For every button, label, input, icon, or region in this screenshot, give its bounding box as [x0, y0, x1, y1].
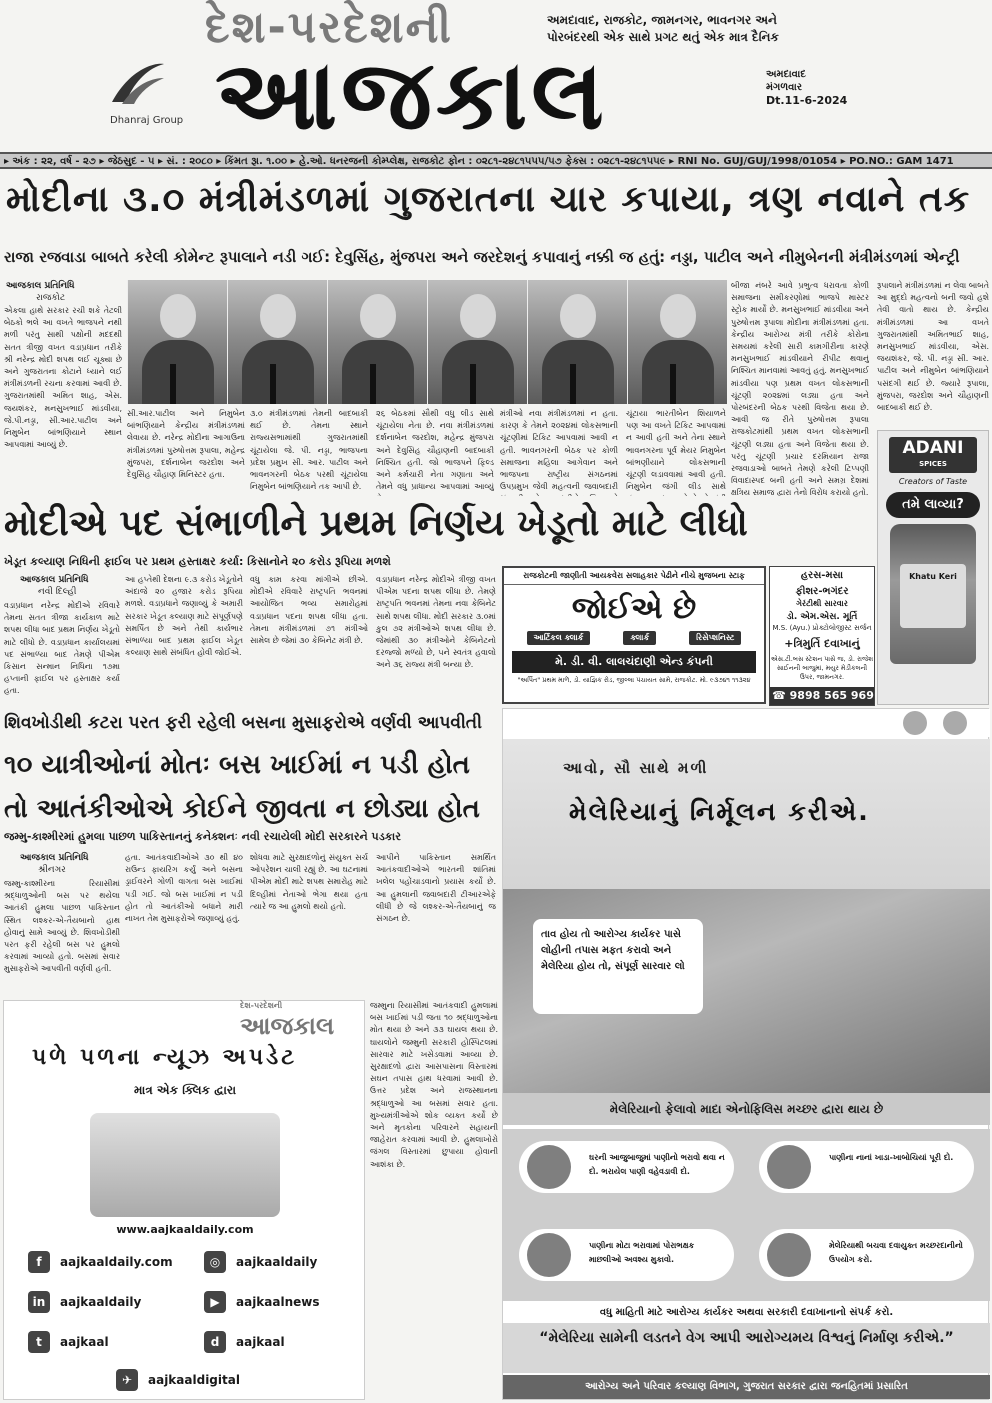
tip-text: પાણીના મોટા ભરાવામાં પોરાભક્ષક માછલીઓ અવશ્ય મુકાવો. [589, 1241, 695, 1264]
job-ad-roles [510, 631, 758, 645]
linkedin-icon: in [28, 1291, 50, 1313]
instagram-handle: aajkaaldaily [236, 1255, 318, 1269]
brand-title: આજકાલ [215, 39, 608, 151]
job-ad-title: જોઈએ છે [571, 591, 697, 626]
job-role: ક્લાર્ક [623, 631, 656, 645]
clinic-name: +ત્રિમુર્તિ દવાખાનું [784, 637, 860, 650]
emblem-strip [503, 709, 990, 737]
jar-label: Khatu Keri [900, 564, 966, 628]
malaria-quote: “મેલેરિયા સામેની લડતને વેગ આપી આરોગ્યમય વિશ્વનું નિર્માણ કરીએ.” [503, 1323, 990, 1373]
telegram-handle: aajkaaldigital [148, 1373, 240, 1387]
malaria-spread-strip: મેલેરિયાનો ફેલાવો માદા એનોફિલિસ મચ્છર દ્વારા થાય છે [503, 1093, 990, 1125]
second-headline: મોદીએ પદ સંભાળીને પ્રથમ નિર્ણય ખેડૂતો માટે લીધો [4, 503, 748, 544]
social-brand-small: દેશ-પરદેશની [240, 1001, 283, 1010]
job-ad-top: રાજકોટની જાણીતી આયકવેરા સલાહકાર પેઢીને નીચે મુજબના સ્ટાફ [504, 568, 764, 585]
byline-place: શ્રીનગર [38, 865, 66, 875]
doctor-name: ડો. એમ.એસ. મૂર્તિ [786, 612, 858, 622]
lead-column-1: એકલા હાથે સરકાર રચી શકે તેટલી બેઠકો ભલે આ વખતે ભાજપને નથી મળી પરંતુ સાથી પક્ષોની મદદથી સતત ત્રીજી વખત વડાપ્રધાન તરીકે શ્રી નરેન્દ્ર મોદી શપથ લઈ ચૂક્યા છે અને ગુજરાતના કોટાને ધ્યાને લઈ મંત્રીમંડળની રચના કરવામાં આવી છે. ગુજરાતમાંથી અમિત શાહ, એસ. જયશંકર, મનસુખભાઈ માંડવીયા, જે.પી.નડ્ડા, સી.આર.પાટીલ અને નિમુબેન બાંભણિયાને સ્થાન આપવામાં આવ્યું છે. [4, 306, 122, 450]
tip-text: મેલેરિયાથી બચવા દવાયુક્ત મચ્છરદાનીનો ઉપયોગ કરો. [829, 1241, 963, 1264]
job-ad-address: "અર્પિત" પ્રથમ માળે, ડો. યાજ્ઞિક રોડ, જીલ્લા પંચાયત સામે, રાજકોટ. મો. ૯૩૭૪૧ ૧૧૩૨૪ [517, 676, 751, 684]
instagram-icon: ◎ [204, 1251, 226, 1273]
adani-brand: ADANI [902, 438, 964, 458]
lead-byline [6, 280, 122, 304]
second-column-1: વડાપ્રધાન નરેન્દ્ર મોદીએ રવિવારે તેમના સતત ત્રીજા કાર્યકાળ માટે શપથ લીધા બાદ પ્રથમ નિર્ણય ખેડૂતો માટે લીધો છે. વડાપ્રધાન કાર્યાલયમાં પદ સંભાળ્યા બાદ તેમણે પીએમ કિસાન સન્માન નિધિના ૧૭મા હપ્તાની ફાઈલ પર હસ્તાક્ષર કર્યા હતા. [4, 601, 120, 696]
pickle-jar-icon [890, 524, 976, 664]
second-column-3: વધુ કામ કરવા માંગીએ છીએ. મોદીએ રવિવારે રાષ્ટ્રપતિ ભવનમાં આયોજિત ભવ્ય સમારોહમાં વડાપ્રધાન પદના શપથ લીધા હતા. તેમના મંત્રીમંડળમાં ૭૧ મંત્રીઓ સામેલ છે જેમાં ૩૦ કેબિનેટ મંત્રી છે. [250, 575, 368, 646]
doctor-degree: M.S. (Ayu.) પ્રોક્ટોલોજીસ્ટ સર્જન [772, 624, 872, 632]
minister-photo [127, 280, 227, 404]
tip-text: પાણીના નાનાં ખાડા-ખાબોચિયાં પૂરી દો. [829, 1153, 954, 1162]
malaria-footer: આરોગ્ય અને પરિવાર કલ્યાણ વિભાગ, ગુજરાત સરકાર દ્વારા જનહિતમાં પ્રસારિત [503, 1375, 990, 1399]
malaria-tip [759, 1141, 974, 1193]
masthead [0, 0, 992, 152]
clinic-line-1: હરસ-મસા [800, 570, 844, 581]
lead-column-2: સી.આર.પાટીલ અને નિમુબેન બાંભણિયાને કેન્દ્રીય મંત્રીમંડળમાં લેવાયા છે. નરેન્દ્ર મોદીના આગાઉના મંત્રીમંડળમાં પુરુષોત્તમ રૂપાલા, મહેન્દ્ર મુંજપરા, દર્શનાબેન જરદોશ અને દેવુસિંહ ચૌહાણ મિનિસ્ટર હતા. [127, 409, 245, 480]
linkedin-link[interactable] [26, 1287, 186, 1317]
lead-headline: મોદીના ૩.૦ મંત્રીમંડળમાં ગુજરાતના ચાર કપાયા, ત્રણ નવાને તક [6, 179, 971, 220]
minister-photo-strip [127, 280, 727, 404]
minister-photo [627, 280, 727, 404]
malaria-pre-title: આવો, સૌ સાથે મળી [563, 759, 709, 777]
social-brand-main: આજકાલ [240, 1012, 335, 1040]
megaphone-illustration-icon [90, 1113, 280, 1217]
job-role: રિસેપ્શનિસ્ટ [689, 631, 741, 645]
lead-column-6: ચૂંટાયા ભારતીબેન શિયાળને પણ આ વખતે ટિકિટ આપવામાં ન આવી હતી અને તેના સ્થાને ભાવનગરના પૂર્વ મેયર નિમુબેન બાંભણીયાને લોકસભાની ચૂંટણી લડાવવામાં આવી હતી. નિમુબેન જંગી લીડ સાથે [626, 409, 726, 492]
facebook-icon: f [28, 1251, 50, 1273]
fish-icon [527, 1233, 571, 1277]
malaria-advice-box: તાવ હોય તો આરોગ્ય કાર્યકર પાસે લોહીની તપાસ મફત કરાવો અને મેલેરિયા હોય તો, સંપૂર્ણ સારવાર લો [533, 919, 703, 1014]
telegram-icon: ✈ [116, 1369, 138, 1391]
second-column-4: વડાપ્રધાન નરેન્દ્ર મોદીએ ત્રીજી વખત પીએમ પદના શપથ લીધા છે. તેમણે રાષ્ટ્રપતિ ભવનમાં તેમના નવા કેબિનેટ સાથે શપથ લીધા. મોદી સરકાર ૩.૦માં કુલ ૭૨ મંત્રીઓએ શપથ લીધા છે. જેમાંથી ૩૦ મંત્રીઓને કેબિનેટનો દરજ્જો મળ્યો છે, ૫ને સ્વતંત્ર હવાલો અને ૩૬ રાજ્ય મંત્રી બન્યા છે. [376, 575, 496, 670]
lead-column-4: ૨૬ બેઠકમાં સૌથી વધુ લીડ સાથે ચૂંટાયેલા નેતા છે. નવા મંત્રીમંડળમાં દર્શનાબેન જરદોશ, મહેન્દ્ર મુંજપરા અને દેવુસિંહ ચૌહાણની બાદબાકી નિશ્ચિત હતી. જો ભાજપને ફિલ્ડ અને કર્મચારી નેતા ગણાતા અને તેમને વધુ પ્રાધાન્ય આપવામાં આવ્યું [376, 409, 494, 492]
facebook-link[interactable] [26, 1247, 186, 1277]
telegram-link[interactable] [114, 1365, 314, 1395]
malaria-contact: વધુ માહિતી માટે આરોગ્ય કાર્યકર અથવા સરકારી દવાખાનાનો સંપર્ક કરો. [599, 1307, 894, 1318]
third-headline-2: તો આતંકીઓએ કોઈને જીવતા ન છોડ્યા હોત [4, 794, 480, 824]
third-subhead: જમ્મુ-કાશ્મીરમાં હુમલા પાછળ પાકિસ્તાનનું કનેક્શનઃ નવી રચાયેલી મોદી સરકારને પડકાર [4, 830, 401, 843]
tagline [547, 12, 797, 46]
youtube-link[interactable] [202, 1287, 362, 1317]
edition-date: Dt.11-6-2024 [766, 94, 848, 107]
second-column-2: આ હપ્તેથી દેશના ૯.૩ કરોડ ખેડૂતોને અંદાજે ૨૦ હજાર કરોડ રૂપિયા મળશે. વડાપ્રધાને જણાવ્યું કે અમારી સરકાર ખેડૂત કલ્યાણ માટે સંપૂર્ણપણે સમર્પિત છે અને તેથી કાર્યભાર સંભાળ્યા બાદ પ્રથમ ફાઈલ ખેડૂત કલ્યાણ સાથે સંબંધિત હોવી જોઈએ. [125, 575, 243, 658]
third-column-3: શોધવા માટે સુરક્ષાદળોનું સંયુક્ત સર્ચ ઓપરેશન ચાલી રહ્યું છે. આ ઘટનામાં પીએમ મોદી માટે શપથ સમારોહ માટે દિલ્હીમાં નેતાઓ ભેગા થયા હતા ત્યારે જ આ હુમલો થયો હતો. [250, 853, 368, 911]
dailyhunt-icon: d [204, 1331, 226, 1353]
malaria-tip [759, 1229, 974, 1281]
malaria-title: મેલેરિયાનું નિર્મૂલન કરીએ. [569, 797, 870, 826]
malaria-tips-grid [503, 1129, 990, 1301]
third-column-4: આપીને પાકિસ્તાન સમર્થિત આતંકવાદીઓએ ભારતની શાંતિમાં ખલેલ પહોંચાડવાનો પ્રયાસ કર્યો છે. આ હુમલાની જવાબદારી ટીઆરએફે લીધી છે જે લશ્કર-એ-તૈયબાનું જ સંગઠન છે. [376, 853, 496, 924]
lead-column-5: મંત્રીઓ નવા મંત્રીમંડળમાં ન હતા. કારણ કે તેમને ૨૦૨૪માં લોકસભાની ચૂંટણીમાં ટિકિટ આપવામાં આવી ન હતી. ભાવનગરની બેઠક પર કોળી સમાજના મહિલા આગેવાન અને ભાજપના રાષ્ટ્રીય સંગઠનમાં ઉપપ્રમુખ જેવી મહત્વની જવાબદારી [500, 409, 618, 492]
job-wanted-ad[interactable] [502, 566, 766, 704]
water-drain-icon [527, 1145, 571, 1189]
clinic-phone[interactable]: ☎ 9898 565 969 [770, 687, 875, 705]
minister-photo [227, 280, 327, 404]
lead-subhead: રાજા રજવાડા બાબતે કરેલી કોમેન્ટ રૂપાલાને નડી ગઈ: દેવુસિંહ, મુંજપરા અને જરદેશનું કપાવાનું નક્કી જ હતું: નડ્ડા, પાટીલ અને નીમુબેનની મંત્રીમંડળમાં એન્ટ્રી [4, 248, 960, 266]
facebook-handle: aajkaaldaily.com [60, 1255, 173, 1269]
tagline-line-1: અમદાવાદ, રાજકોટ, જામનગર, ભાવનગર અને [547, 13, 777, 27]
byline-place: નવી દિલ્હી [38, 587, 77, 597]
third-column-1: જમ્મુ-કાશ્મીરના રિયાસીમાં શ્રદ્ધાળુઓની બસ પર થયેલા આતંકી હુમલા પાછળ પાકિસ્તાન સ્થિત લશ્કર-એ-તૈયબાનો હાથ હોવાનું સામે આવ્યું છે. શિવખોડીથી પરત ફરી રહેલી બસ પર હુમલો કરવામાં આવ્યો હતો. બસમાં સવાર મુસાફરોએ આપવીતી વર્ણવી હતી. [4, 879, 120, 974]
adani-logo [889, 437, 977, 473]
job-ad-company: મે. ડી. વી. લાલચંદાણી એન્ડ કંપની [512, 651, 756, 673]
health-checkup-photo [503, 889, 990, 1094]
edition-day: મંગળવાર [766, 82, 803, 93]
second-subhead: ખેડૂત કલ્યાણ નિધિની ફાઈલ પર પ્રથમ હસ્તાક્ષર કર્યા: કિસાનોને ૨૦ કરોડ રૂપિયા મળશે [4, 555, 391, 568]
date-block [766, 68, 847, 107]
health-dept-logo-icon [943, 711, 967, 735]
minister-photo [427, 280, 527, 404]
byline-place: રાજકોટ [36, 293, 66, 303]
lead-column-7: બીજા નંબરે આવે પ્રભુત્વ ધરાવતા કોળી સમાજના સમીકરણોમાં ભાજપે માસ્ટર સ્ટ્રોક માર્યો છે. મનસુખભાઈ માંડવીયા અને પુરુષોત્તમ રૂપાલા મોદીના મંત્રીમંડળમાં હતા. કેન્દ્રીય આરોગ્ય મંત્રી તરીકે કોરોના સમયમાં કરેલી સારી કામગીરીના કારણે મનસુખભાઈ માંડવીયાને રીપીટ થવાનું નિશ્ચિત માનવામાં આવતું હતું. મનસુખભાઈ માંડવીયા પણ પ્રથમ વખત લોકસભાની ચૂંટણી ૨૦૨૪માં લડ્યા હતા અને પોરબંદરની બેઠક પરથી વિજેતા થયા છે. આવી જ રીતે પુરુષોત્તમ રૂપાલા રાજકોટમાંથી પ્રથમ વખત લોકસભાની ચૂંટણી લડ્યા હતા અને વિજેતા થયા છે. પરંતુ ચૂંટણી પ્રચાર દરમિયાન રાજા રજવાડાઓ બાબતે તેમણે કરેલી ટિપ્પણી વિવાદાસ્પદ બની હતી અને સમગ્ર દેશમાં ક્ષત્રિય સમાજ દ્વારા તેનો વિરોધ કરાયો હતો. [731, 281, 869, 498]
dailyhunt-handle: aajkaal [236, 1335, 285, 1349]
aajkaal-social-ad [3, 1000, 365, 1400]
mosquito-net-icon [767, 1233, 811, 1277]
byline-author: આજકાલ પ્રતિનિધિ [20, 575, 89, 585]
social-headline: પળે પળના ન્યૂઝ અપડેટ [32, 1045, 298, 1070]
third-byline [4, 852, 122, 876]
instagram-link[interactable] [202, 1247, 362, 1277]
clinic-ad[interactable] [769, 566, 875, 706]
second-byline [4, 574, 122, 598]
clinic-line-2: ફીશર-ભગંદર [795, 586, 849, 597]
social-brand [240, 1001, 334, 1041]
third-column-5: જમ્મુના રિયાસીમાં આતંકવાદી હુમલામાં બસ ખાઈમાં પડી જતા ૧૦ શ્રદ્ધાળુઓના મોત થયા છે અને ૩૩ ઘાયલ થયા છે. ઘાયલોને જમ્મુની સરકારી હોસ્પિટલમાં સારવાર માટે ખસેડવામાં આવ્યા છે. સુરક્ષાદળો દ્વારા આસપાસના વિસ્તારમાં સઘન તપાસ હાથ ધરવામાં આવી છે. ઉત્તર પ્રદેશ અને રાજસ્થાનના શ્રદ્ધાળુઓ આ બસમાં સવાર હતા. મુખ્યમંત્રીઓએ શોક વ્યક્ત કર્યો છે અને મૃતકોના પરિવારને સહાયની જાહેરાત કરવામાં આવી છે. હુમલાખોરો જંગલ વિસ્તારમાં છુપાયા હોવાની આશંકા છે. [370, 1001, 498, 1169]
govt-emblem-icon [903, 711, 927, 735]
malaria-awareness-ad [502, 708, 989, 1400]
malaria-tip [519, 1229, 734, 1281]
brand-top: દેશ-પરદેશની [205, 2, 453, 53]
linkedin-handle: aajkaaldaily [60, 1295, 142, 1309]
twitter-handle: aajkaal [60, 1335, 109, 1349]
twitter-icon: t [28, 1331, 50, 1353]
dhanraj-logo-icon [108, 58, 166, 108]
youtube-handle: aajkaalnews [236, 1295, 320, 1309]
adani-tagline: Creators of Taste [898, 477, 968, 486]
adani-spices-ad[interactable] [877, 430, 989, 705]
tip-text: ઘરની આજુબાજુમાં પાણીનો ભરાવો થવા ન દો. ભરાયેલ પાણી વહેવડાવી દો. [589, 1153, 725, 1176]
clinic-address: એસ.ટી.બસ સ્ટેશન પાસે જ, ડો. રાજેશ સાઈનની બાજુમાં, મયુર મેડીકલની ઉપર, જામનગર. [770, 655, 874, 681]
minister-photo [327, 280, 427, 404]
fill-pit-icon [767, 1145, 811, 1189]
minister-photo [527, 280, 627, 404]
malaria-tip [519, 1141, 734, 1193]
social-subhead: માત્ર એક ક્લિક દ્વારા [133, 1083, 237, 1097]
byline-author: આજકાલ પ્રતિનિધિ [20, 853, 89, 863]
lead-column-3: ૩.૦ મંત્રીમંડળમાં તેમની બાદબાકી થઈ છે. તેમના સ્થાને રાજ્યસભામાંથી ગુજરાતમાંથી ચૂંટાયેલા જે. પી. નડ્ડા, ભાજપના પ્રદેશ પ્રમુખ સી. આર. પાટીલ અને ભાવનગરની બેઠક પરથી ચૂંટાયેલા નિમુબેન બાંભણિયાને તક આપી છે. [250, 409, 368, 492]
issue-info-bar: ▸ અંક : ૨૨, વર્ષ - ૨૭ ▸ જેઠસુદ - ૫ ▸ સં. : ૨૦૮૦ ▸ કિંમત રૂા. ૧.૦૦ ▸ હે.ઓ. ધનરજની કોમ્પ્લેક્ષ, રાજકોટ ફોન : ૦૨૮૧-૨૪૮૧૫૫૫/૫૭ ફેક્સ : ૦૨૮૧-૨૪૮૧૫૫૯ ▸ RNI No. GUJ/GUJ/1998/01054 ▸ PO.NO.: GAM 1471 [0, 152, 992, 169]
lead-column-8: રૂપાલાને મંત્રીમંડળમાં ન લેવા બાબતે આ મુદ્દો મહત્વનો બની જવો હશે તેવી વાતો થાય છે. કેન્દ્રીય મંત્રીમંડળમાં આ વખતે ગુજરાતમાંથી અમિતભાઈ શાહ, મનસુખભાઈ માંડવીયા, એસ. જયશંકર, જે. પી. નડ્ડા સી. આર. પાટીલ અને નીમુબેન બાંભણિયાને પસંદગી થઈ છે. જ્યારે રૂપાલા, મુંજપરા, જરદોશ અને ચૌહાણની બાદબાકી થઈ છે. [877, 281, 989, 413]
dailyhunt-link[interactable] [202, 1327, 362, 1357]
twitter-link[interactable] [26, 1327, 186, 1357]
group-name: Dhanraj Group [110, 115, 184, 126]
job-role: આર્ટિકલ ક્લાર્ક [527, 631, 591, 645]
adani-sub: SPICES [919, 460, 947, 468]
third-headline-1: ૧૦ યાત્રીઓનાં મોતઃ બસ ખાઈમાં ન પડી હોત [4, 750, 470, 780]
adani-question: તમે લાવ્યા? [886, 492, 980, 518]
third-column-2: હતા. આતંકવાદીઓએ ૩૦ થી ૪૦ રાઉન્ડ ફાયરિંગ કર્યું અને બસના ડ્રાઈવરને ગોળી વાગતા બસ ખાઈમાં પડી ગઈ. જો બસ ખાઈમાં ન પડી હોત તો આતંકીઓ બધાને મારી નાખત તેમ મુસાફરોએ જણાવ્યું હતું. [125, 853, 243, 924]
website-link[interactable]: www.aajkaaldaily.com [116, 1223, 254, 1236]
tagline-line-2: પોરબંદરથી એક સાથે પ્રગટ થતું એક માત્ર દૈનિક [547, 30, 779, 44]
third-kicker: શિવખોડીથી કટરા પરત ફરી રહેલી બસના મુસાફરોએ વર્ણવી આપવીતી [4, 713, 482, 733]
byline-author: આજકાલ પ્રતિનિધિ [6, 281, 75, 291]
youtube-icon: ▶ [204, 1291, 226, 1313]
edition-city: અમદાવાદ [766, 69, 806, 80]
clinic-line-3: ગેરંટીથી સારવાર [796, 599, 848, 608]
